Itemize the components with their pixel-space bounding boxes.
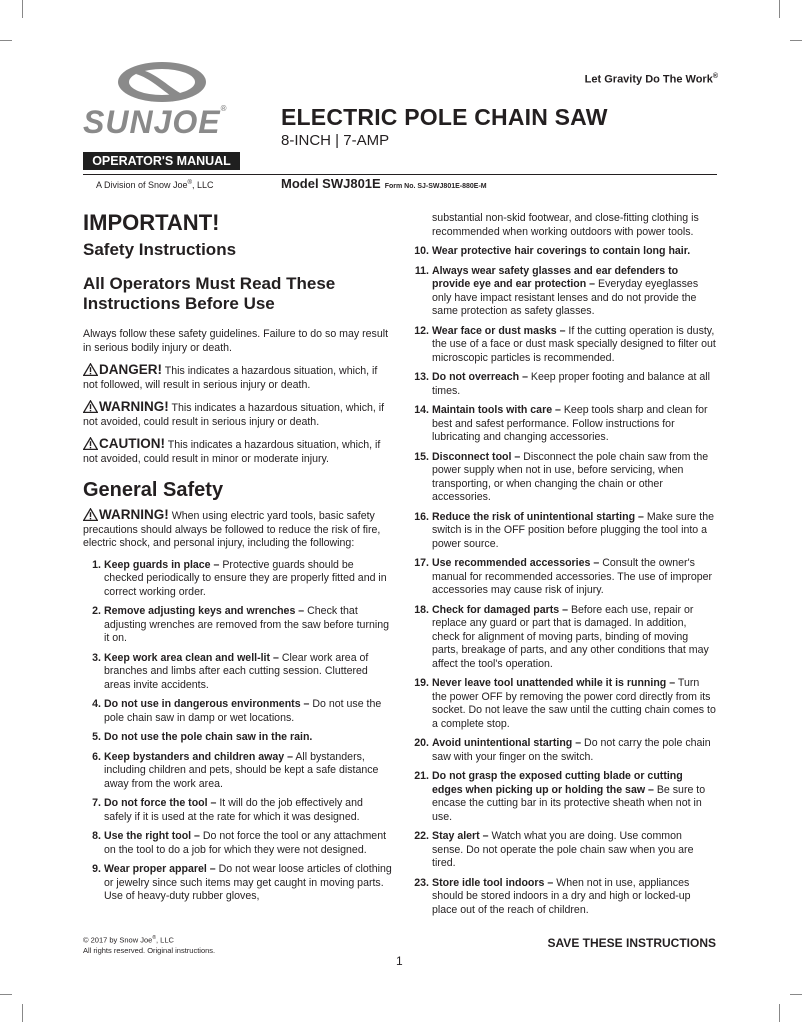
list-item: 15. Disconnect tool – Disconnect the pole chain saw from the power supply when not in use, before servicing, when transporting, or when changing the chain or other accessories. (414, 450, 709, 503)
model-number: Model SWJ801E Form No. SJ-SWJ801E-880E-M (281, 176, 487, 191)
product-title: ELECTRIC POLE CHAIN SAW (281, 104, 608, 130)
list-item: 17. Use recommended accessories – Consult the owner's manual for recommended accessories. The use of improper accessories may cause risk of injury. (414, 557, 713, 596)
danger-paragraph: DANGER! This indicates a hazardous situation, which, if not followed, will result in serious injury or death. (83, 362, 378, 391)
caution-paragraph: CAUTION! This indicates a hazardous situation, which, if not avoided, could result in minor or moderate injury. (83, 436, 381, 465)
crop-mark (790, 994, 802, 995)
list-item: 22. Stay alert – Watch what you are doing. Use common sense. Do not operate the pole chain saw when you are tired. (414, 830, 694, 869)
list-item: 18. Check for damaged parts – Before each use, repair or replace any guard or part that is damaged. In addition, check for alignment of moving parts, binding of moving parts, breakage of parts, and any other conditions that may affect the tool's operation. (414, 603, 709, 670)
list-item: 1. Keep guards in place – Protective guards should be checked periodically to ensure they are properly fitted and in correct working order. (92, 558, 387, 598)
must-read-heading: All Operators Must Read These Instructions Before Use (83, 274, 336, 313)
header-divider (83, 174, 717, 175)
operators-manual-label: OPERATOR'S MANUAL (83, 152, 240, 170)
crop-mark (22, 0, 23, 18)
list-item: 12. Wear face or dust masks – If the cutting operation is dusty, the use of a face or dust mask specially designed to filter out microscopic particles is recommended. (414, 324, 716, 364)
list-item: 21. Do not grasp the exposed cutting blade or cutting edges when picking up or holding the saw – Be sure to encase the cutting bar in its protective sheath when not in use. (414, 770, 706, 823)
tagline: Let Gravity Do The Work® (584, 73, 718, 86)
warning-triangle-icon (83, 437, 98, 450)
sunjoe-logo-icon (82, 60, 242, 104)
warning-triangle-icon (83, 400, 98, 413)
copyright-notice (83, 933, 215, 956)
list-item: 14. Maintain tools with care – Keep tools sharp and clean for best and safest performance. Follow instructions for lubricating and changing accessories. (414, 404, 708, 443)
list-item: 2. Remove adjusting keys and wrenches – Check that adjusting wrenches are removed from the saw before turning it on. (92, 605, 390, 644)
left-column (83, 210, 393, 910)
safety-instructions-heading: Safety Instructions (83, 240, 237, 259)
warning-triangle-icon (83, 508, 98, 521)
logo-wordmark: SUNJOE® (83, 104, 228, 140)
crop-mark (22, 1004, 23, 1022)
crop-mark (790, 40, 802, 41)
continued-text: substantial non-skid footwear, and close-fitting clothing is recommended when working outdoors with power tools. (432, 212, 699, 238)
list-item: 16. Reduce the risk of unintentional starting – Make sure the switch is in the OFF position before plugging the tool into a power source. (414, 510, 714, 550)
list-item: 23. Store idle tool indoors – When not in use, appliances should be stored indoors in a dry and high or locked-up place out of the reach of children. (414, 876, 691, 916)
crop-mark (779, 1004, 780, 1022)
rights-line: All rights reserved. Original instructions. (83, 945, 216, 955)
list-item: 13. Do not overreach – Keep proper footing and balance at all times. (414, 371, 710, 397)
warning-triangle-icon (83, 363, 98, 376)
list-item: 20. Avoid unintentional starting – Do not carry the pole chain saw with your finger on the switch. (414, 737, 711, 763)
right-column (411, 212, 716, 923)
list-item: 7. Do not force the tool – It will do the job effectively and safely if it is used at the rate for which it was designed. (92, 797, 363, 823)
list-item: 5. Do not use the pole chain saw in the rain. (92, 731, 313, 743)
important-heading: IMPORTANT! (83, 210, 220, 235)
product-subtitle: 8-INCH | 7-AMP (281, 132, 390, 149)
list-item: 4. Do not use in dangerous environments – Do not use the pole chain saw in damp or wet locations. (92, 698, 382, 724)
page-number: 1 (396, 954, 403, 968)
list-item: 10. Wear protective hair coverings to contain long hair. (414, 245, 691, 257)
general-warning-paragraph: WARNING! When using electric yard tools, basic safety precautions should always be followed to reduce the risk of fire, electric shock, and personal injury, including the following: (83, 507, 381, 549)
list-item: 3. Keep work area clean and well-lit – Clear work area of branches and limbs after each cutting session. Cluttered areas invite accidents. (92, 651, 369, 691)
list-item: 19. Never leave tool unattended while it is running – Turn the power OFF by removing the power cord directly from its socket. Do not leave the saw until the cutting chain comes to a complete stop. (414, 677, 716, 730)
general-safety-heading: General Safety (83, 479, 224, 501)
safety-list-left (83, 559, 393, 904)
form-number: Form No. SJ-SWJ801E-880E-M (384, 183, 487, 190)
intro-paragraph: Always follow these safety guidelines. Failure to do so may result in serious bodily injury or death. (83, 328, 389, 354)
crop-mark (0, 994, 12, 995)
list-item: 8. Use the right tool – Do not force the tool or any attachment on the tool to do a job for which they were not designed. (92, 830, 387, 856)
save-instructions: SAVE THESE INSTRUCTIONS (547, 936, 716, 950)
list-item: 9. Wear proper apparel – Do not wear loose articles of clothing or jewelry since such items may get caught in moving parts. Use of heavy-duty rubber gloves, (92, 863, 392, 902)
list-item: 11. Always wear safety glasses and ear defenders to provide eye and ear protection – Everyday eyeglasses only have impact resistant lenses and do not provide the same protection as safety glasses. (414, 264, 699, 317)
crop-mark (0, 40, 12, 41)
crop-mark (779, 0, 780, 18)
list-item: 6. Keep bystanders and children away – All bystanders, including children and pets, should be kept a safe distance away from the work area. (92, 750, 379, 790)
warning-paragraph: WARNING! This indicates a hazardous situation, which, if not avoided, could result in serious injury or death. (83, 399, 385, 428)
safety-list-right (411, 245, 716, 917)
division-text: A Division of Snow Joe®, LLC (96, 180, 214, 190)
copyright-line: © 2017 by Snow Joe®, LLC (83, 935, 174, 945)
